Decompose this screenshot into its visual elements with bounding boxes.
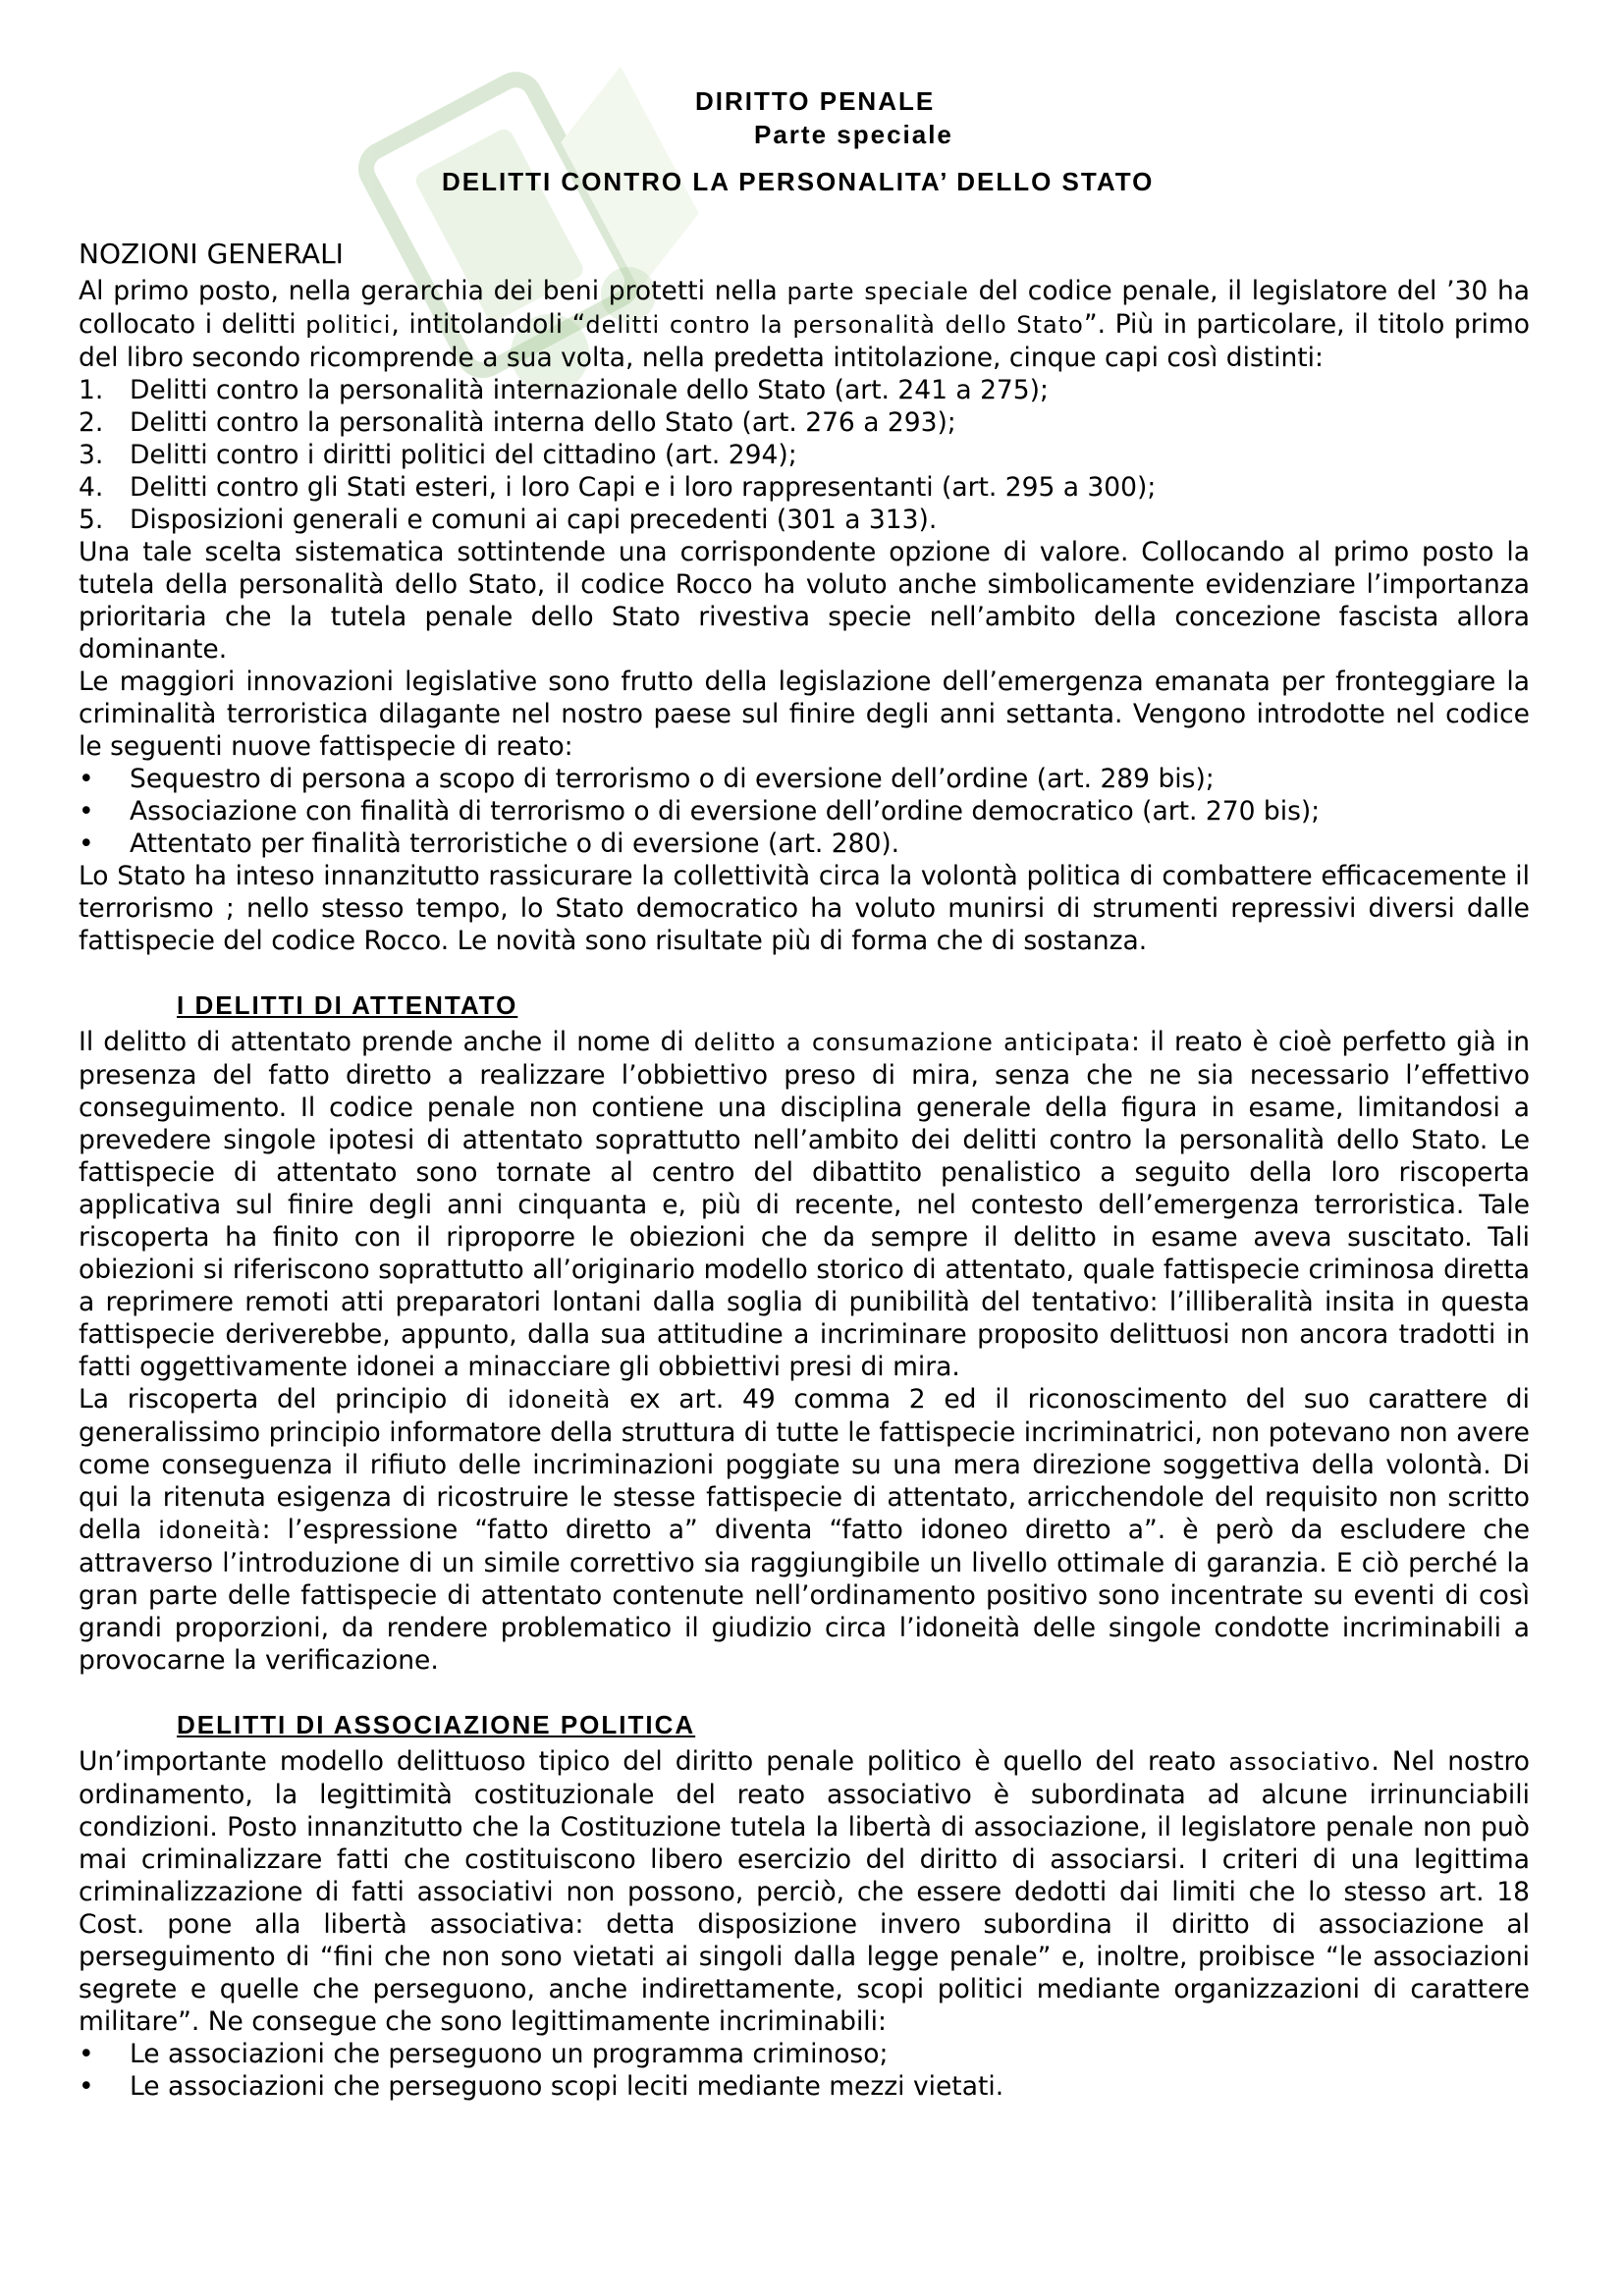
document-page (79, 86, 1530, 2103)
nozioni-paragraph-3: Le maggiori innovazioni legislative sono frutto della legislazione dell’emergenza emanata per fronteggiare la criminalità terroristica dilagante nel nostro paese sul finire degli anni settanta. Vengono introdotte nel codice le seguenti nuove fattispecie di reato: (79, 667, 1530, 762)
capi-list (79, 374, 1530, 536)
document-title: DIRITTO PENALE (695, 86, 936, 116)
nozioni-heading: NOZIONI GENERALI (79, 238, 344, 270)
list-item: 5. Disposizioni generali e comuni ai capi precedenti (301 a 313). (79, 505, 938, 535)
list-item: 3. Delitti contro i diritti politici del cittadino (art. 294); (79, 440, 797, 470)
list-item: • Attentato per finalità terroristiche o di eversione (art. 280). (79, 828, 900, 859)
attentato-paragraph-1: Il delitto di attentato prende anche il nome di delitto a consumazione anticipata: il reato è cioè perfetto già in presenza del fatto diretto a realizzare l’obbiettivo preso di mira, senza che ne sia necessario l’effettivo conseguimento. Il codice penale non contiene una disciplina generale della figura in esame, limitandosi a prevedere singole ipotesi di attentato soprattutto nell’ambito dei delitti contro la personalità dello Stato. Le fattispecie di attentato sono tornate al centro del dibattito penalistico a seguito della loro riscoperta applicativa sul finire degli anni cinquanta e, più di recente, nel contesto dell’emergenza terroristica. Tale riscoperta ha finito con il riproporre le obiezioni che da sempre il delitto in esame aveva suscitato. Tali obiezioni si riferiscono soprattutto all’originario modello storico di attentato, quale fattispecie criminosa diretta a reprimere remoti atti preparatori lontani dalla soglia di punibilità del tentativo: l’illiberalità insita in questa fattispecie deriverebbe, appunto, dalla sua attitudine a incriminare proposito delittuosi non ancora tradotti in fatti oggettivamente idonei a minacciare gli obbiettivi presi di mira. (79, 1027, 1531, 1382)
associazione-heading: DELITTI DI ASSOCIAZIONE POLITICA (177, 1710, 696, 1739)
list-item: • Le associazioni che perseguono scopi leciti mediante mezzi vietati. (79, 2071, 1004, 2102)
associazione-paragraph-1: Un’importante modello delittuoso tipico del diritto penale politico è quello del reato associativo. Nel nostro ordinamento, la legittimità costituzionale del reato associativo è subordinata ad alcune irrinunciabili condizioni. Posto innanzitutto che la Costituzione tutela la libertà di associazione, il legislatore penale non può mai criminalizzare fatti che costituiscono libero esercizio del diritto di associarsi. I criteri di una legittima criminalizzazione di fatti associativi non possono, perciò, che essere dedotti dai limiti che lo stesso art. 18 Cost. pone alla libertà associativa: detta disposizione invero subordina il diritto di associazione al perseguimento di “fini che non sono vietati ai singoli dalla legge penale” e, inoltre, proibisce “le associazioni segrete e quelle che perseguono, anche indirettamente, scopi politici mediante organizzazioni di carattere militare”. Ne consegue che sono legittimamente incriminabili: (79, 1746, 1530, 2037)
section-title: DELITTI CONTRO LA PERSONALITA’ DELLO STATO (442, 167, 1155, 196)
nozioni-paragraph-2: Una tale scelta sistematica sottintende una corrispondente opzione di valore. Collocando al primo posto la tutela della personalità dello Stato, il codice Rocco ha voluto anche simbolicamente evidenziare l’importanza prioritaria che la tutela penale dello Stato rivestiva specie nell’ambito della concezione fascista allora dominante. (79, 537, 1530, 665)
list-item: 2. Delitti contro la personalità interna dello Stato (art. 276 a 293); (79, 407, 956, 438)
nozioni-paragraph-1: Al primo posto, nella gerarchia dei beni protetti nella parte speciale del codice penale, il legislatore del ’30 ha collocato i delitti politici, intitolandoli “delitti contro la personalità dello Stato”. Più in particolare, il titolo primo del libro secondo ricomprende a sua volta, nella predetta intitolazione, cinque capi così distinti: (79, 276, 1531, 373)
nozioni-paragraph-4: Lo Stato ha inteso innanzitutto rassicurare la collettività circa la volontà politica di combattere efficacemente il terrorismo ; nello stesso tempo, lo Stato democratico ha voluto munirsi di strumenti repressivi diversi dalle fattispecie del codice Rocco. Le novità sono risultate più di forma che di sostanza. (79, 861, 1530, 956)
list-item: • Le associazioni che perseguono un programma criminoso; (79, 2039, 889, 2069)
attentato-heading: I DELITTI DI ATTENTATO (177, 990, 518, 1020)
list-item: 1. Delitti contro la personalità internazionale dello Stato (art. 241 a 275); (79, 375, 1049, 405)
associazioni-list (79, 2038, 1530, 2103)
list-item: 4. Delitti contro gli Stati esteri, i loro Capi e i loro rappresentanti (art. 295 a 300); (79, 472, 1157, 503)
fattispecie-list (79, 763, 1530, 860)
attentato-paragraph-2: La riscoperta del principio di idoneità ex art. 49 comma 2 ed il riconoscimento del suo carattere di generalissimo principio informatore della struttura di tutte le fattispecie incriminatrici, non potevano non avere come conseguenza il rifiuto delle incriminazioni poggiate su una mera direzione soggettiva della volontà. Di qui la ritenuta esigenza di ricostruire le stesse fattispecie di attentato, arricchendole del requisito non scritto della idoneità: l’espressione “fatto diretto a” diventa “fatto idoneo diretto a”. è però da escludere che attraverso l’introduzione di un simile correttivo sia raggiungibile un livello ottimale di garanzia. E ciò perché la gran parte delle fattispecie di attentato contenute nell’ordinamento positivo sono incentrate su eventi di così grandi proporzioni, da rendere problematico il giudizio circa l’idoneità delle singole condotte incriminabili a provocarne la verificazione. (79, 1384, 1530, 1676)
list-item: • Associazione con finalità di terrorismo o di eversione dell’ordine democratico (art. 270 bis); (79, 796, 1321, 827)
document-subtitle: Parte speciale (754, 120, 953, 149)
list-item: • Sequestro di persona a scopo di terrorismo o di eversione dell’ordine (art. 289 bis); (79, 764, 1215, 794)
